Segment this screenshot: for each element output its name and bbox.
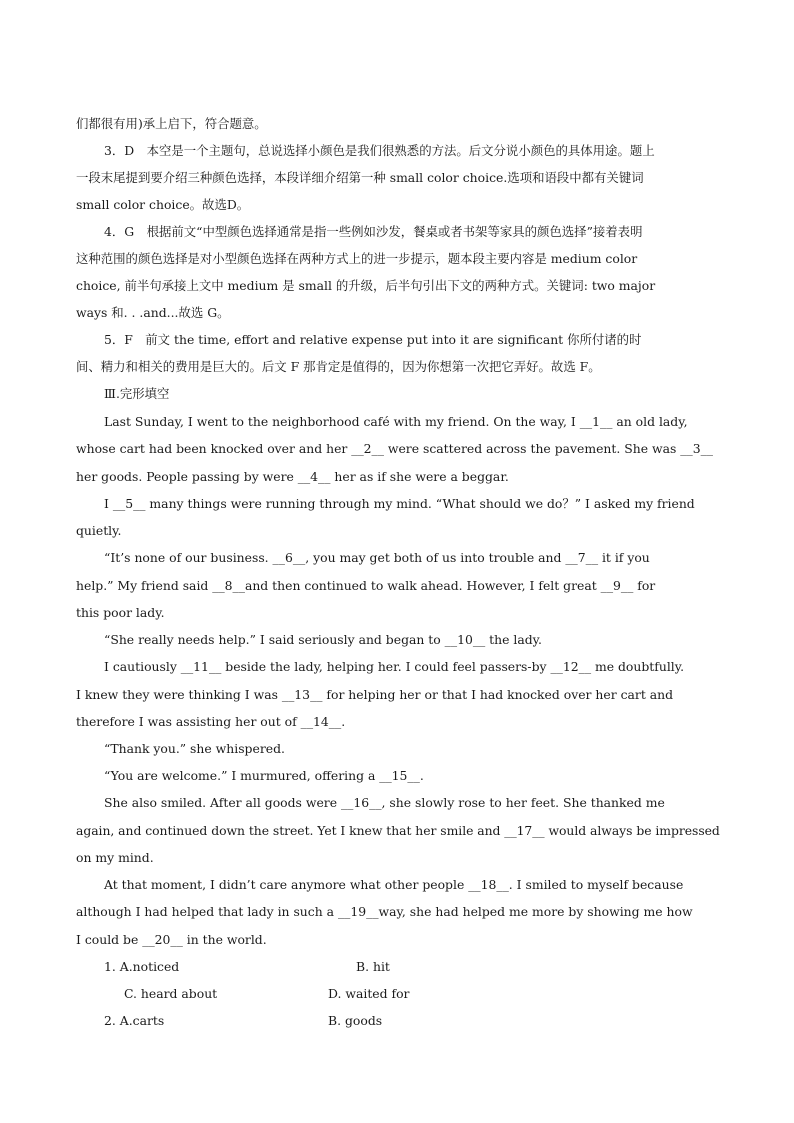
answer-5-line: 5．F 前文 the time, effort and relative expense put into it are significant 你所付诸的时 [104, 332, 642, 347]
passage-line: I could be __20__ in the world. [76, 932, 267, 947]
text-line: 一段末尾提到要介绍三种颜色选择，本段详细介绍第一种 small color choice.选项和语段中都有关键词 [76, 170, 644, 185]
passage-line: help.” My friend said __8__and then continued to walk ahead. However, I felt great __9__ for [76, 578, 656, 593]
passage-line: although I had helped that lady in such a __19__way, she had helped me more by showing me how [76, 904, 693, 919]
passage-line: Last Sunday, I went to the neighborhood café with my friend. On the way, I __1__ an old lady, [104, 414, 688, 429]
passage-line: “She really needs help.” I said seriously and began to __10__ the lady. [104, 632, 542, 647]
option-1-c: C. heard about [124, 986, 218, 1001]
passage-line: “It’s none of our business. __6__, you may get both of us into trouble and __7__ it if you [104, 550, 650, 565]
answer-4-line: 4．G 根据前文“中型颜色选择通常是指一些例如沙发，餐桌或者书架等家具的颜色选择”接着表明 [104, 224, 643, 239]
text-line: 间、精力和相关的费用是巨大的。后文 F 那肯定是值得的，因为你想第一次把它弄好。故选 F。 [76, 359, 601, 374]
option-2-a: 2. A.carts [104, 1013, 165, 1028]
passage-line: “Thank you.” she whispered. [104, 741, 285, 756]
passage-line: her goods. People passing by were __4__ her as if she were a beggar. [76, 469, 509, 484]
text-line: ways 和. . .and...故选 G。 [76, 305, 230, 320]
option-1-a: 1. A.noticed [104, 959, 180, 974]
passage-line: again, and continued down the street. Yet I knew that her smile and __17__ would always be impressed [76, 823, 720, 838]
option-1-d: D. waited for [328, 986, 410, 1001]
passage-line: on my mind. [76, 850, 154, 865]
passage-line: I knew they were thinking I was __13__ for helping her or that I had knocked over her cart and [76, 687, 674, 702]
passage-line: this poor lady. [76, 605, 165, 620]
text-line: 们都很有用)承上启下，符合题意。 [76, 116, 267, 131]
text-line: small color choice。故选D。 [76, 197, 250, 212]
text-line: 这种范围的颜色选择是对小型颜色选择在两种方式上的进一步提示，题本段主要内容是 medium color [76, 251, 638, 266]
option-2-b: B. goods [328, 1013, 383, 1028]
passage-line: At that moment, I didn’t care anymore what other people __18__. I smiled to myself because [104, 877, 684, 892]
section-heading: Ⅲ.完形填空 [104, 386, 170, 401]
passage-line: therefore I was assisting her out of __14__. [76, 714, 346, 729]
passage-line: whose cart had been knocked over and her __2__ were scattered across the pavement. She was __3__ [76, 441, 713, 456]
answer-3-line: 3．D 本空是一个主题句，总说选择小颜色是我们很熟悉的方法。后文分说小颜色的具体用途。题上 [104, 143, 655, 158]
passage-line: “You are welcome.” I murmured, offering a __15__. [104, 768, 424, 783]
passage-line: She also smiled. After all goods were __16__, she slowly rose to her feet. She thanked me [104, 795, 665, 810]
text-line: choice, 前半句承接上文中 medium 是 small 的升级，后半句引出下文的两种方式。关键词: two major [76, 278, 656, 293]
passage-line: quietly. [76, 523, 122, 538]
option-1-b: B. hit [356, 959, 390, 974]
passage-line: I __5__ many things were running through my mind. “What should we do？” I asked my friend [104, 496, 695, 511]
passage-line: I cautiously __11__ beside the lady, helping her. I could feel passers-by __12__ me doubtfully. [104, 659, 685, 674]
